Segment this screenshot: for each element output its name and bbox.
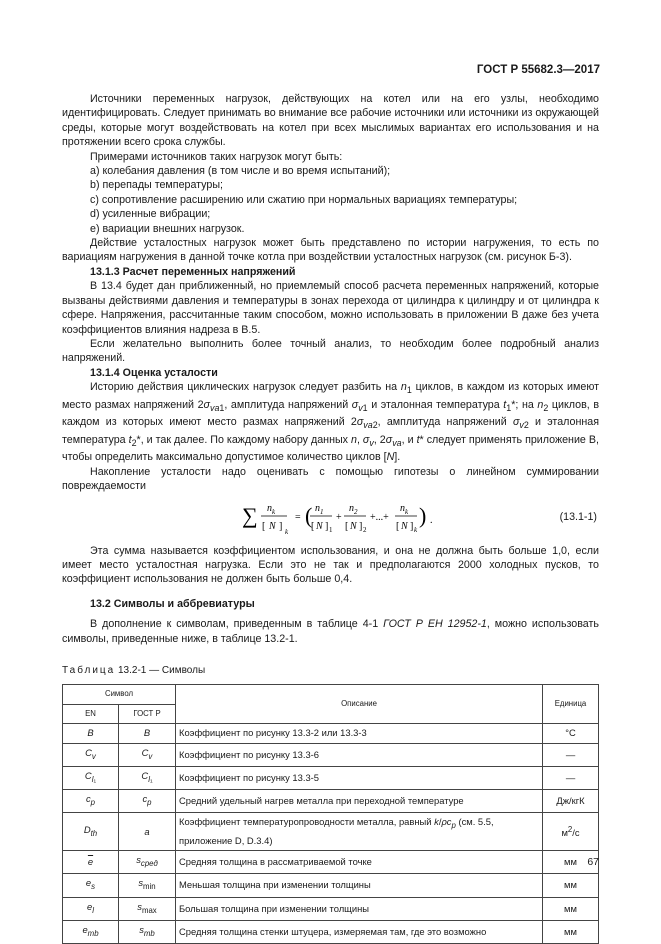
- svg-text:]: ]: [410, 520, 414, 532]
- table-row: [63, 813, 599, 851]
- symbol-gost-cell: $C_{l_1}$: [119, 766, 176, 789]
- table-caption-text: 13.2-1 — Символы: [115, 664, 206, 676]
- description-cell: Меньшая толщина при изменении толщины: [176, 874, 543, 897]
- svg-text:nk: $n_k$: [267, 502, 276, 516]
- svg-text:N: N: [350, 520, 357, 532]
- paragraph: Историю действия циклических нагрузок следует разбить на $n_1$ циклов, в каждом из которых имеют место размах напряжений $2\sigma_{va1}$, амплитуда напряжений $\sigma_{v1}$ и эталонная температура $t_1*$; на $n_2$ циклов, в каждом из которых имеют место размах напряжений $2\sigma_{va2}$, амплитуда напряжений $\sigma_{v2}$ и эталонная температура $t_2*$, и так далее. По каждому набору данных n, $\sigma_v$, $2\sigma_{va}$, и t* следует применять приложение В, чтобы определить максимально допустимое количество циклов [N].: [62, 381, 599, 464]
- unit-cell: мм: [543, 874, 599, 897]
- table-row: [63, 724, 599, 743]
- symbol-gost-cell: $s_{mb}$: [119, 920, 176, 943]
- table-body: [63, 724, 599, 944]
- table-row: [63, 790, 599, 813]
- unit-cell: —: [543, 766, 599, 789]
- svg-text:]: ]: [359, 520, 363, 532]
- table-header-symbol: Символ: [63, 685, 176, 704]
- svg-text:[: [: [311, 520, 315, 532]
- svg-text:N: N: [269, 520, 276, 532]
- svg-text:k: k: [414, 525, 418, 534]
- table-row: [63, 920, 599, 943]
- section-heading-13-1-3: 13.1.3 Расчет переменных напряжений: [90, 265, 296, 278]
- svg-text:2: 2: [363, 525, 367, 534]
- svg-text:): ): [419, 502, 427, 528]
- svg-text:.: .: [430, 514, 433, 526]
- page-number: 67: [587, 856, 599, 868]
- svg-text:+: +: [336, 511, 342, 523]
- description-cell: Коэффициент по рисунку 13.3-6: [176, 743, 543, 766]
- paragraph: В 13.4 будет дан приближенный, но приемлемый способ расчета переменных напряжений, которые вызваны действиями давления и температуры в зонах перехода от цилиндра к цилиндру и от цилиндра к сфере. Напряжения, рассчитанные таким способом, можно использовать в приложении В даже без учета коэффициентов влияния надреза в В.5.: [62, 280, 599, 336]
- svg-text:[: [: [396, 520, 400, 532]
- symbol-en-cell: $e_s$: [63, 874, 119, 897]
- description-cell: Большая толщина при изменении толщины: [176, 897, 543, 920]
- list-item: а) колебания давления (в том числе и во время испытаний);: [90, 165, 391, 178]
- table-row: [63, 874, 599, 897]
- intro-paragraph: Источники переменных нагрузок, действующих на котел или на его узлы, необходимо идентифицировать. Следует принимать во внимание все рабочие источники или источники из окружающей среды, которые могут воздействовать на котел при всех мыслимых вариантах его использования и на протяжении всего срока службы.: [62, 93, 599, 149]
- symbol-gost-cell: $c_p$: [119, 790, 176, 813]
- svg-text:1: 1: [329, 525, 333, 534]
- unit-cell: —: [543, 743, 599, 766]
- table-header-unit: Единица: [543, 685, 599, 724]
- svg-text:n2: $n_2$: [349, 502, 358, 516]
- symbol-en-cell: $e_l$: [63, 897, 119, 920]
- symbol-en-cell: $c_p$: [63, 790, 119, 813]
- symbol-en-cell: $e_{mb}$: [63, 920, 119, 943]
- symbol-gost-cell: $s_{min}$: [119, 874, 176, 897]
- description-cell: Коэффициент по рисунку 13.3-2 или 13.3-3: [176, 724, 543, 743]
- equation-13-1-1: [62, 496, 599, 540]
- list-item: e) вариации внешних нагрузок.: [90, 222, 245, 235]
- list-item: d) усиленные вибрации;: [90, 208, 211, 221]
- examples-intro: Примерами источников таких нагрузок могут быть:: [90, 150, 343, 163]
- description-cell: Средняя толщина в рассматриваемой точке: [176, 851, 543, 874]
- description-cell: Средняя толщина стенки штуцера, измеряемая там, где это возможно: [176, 920, 543, 943]
- svg-text:n1: $n_1$: [315, 502, 324, 516]
- svg-text:+...+: +...+: [370, 511, 389, 523]
- svg-text:=: =: [295, 511, 301, 523]
- symbol-en-cell: $D_{th}$: [63, 813, 119, 851]
- symbol-gost-cell: a: [119, 813, 176, 851]
- unit-cell: мм: [543, 897, 599, 920]
- svg-text:nk: $n_k$: [400, 502, 409, 516]
- list-item: c) сопротивление расширению или сжатию при нормальных вариациях температуры;: [90, 193, 518, 206]
- svg-text:[: [: [345, 520, 349, 532]
- unit-cell: мм: [543, 920, 599, 943]
- list-item: b) перепады температуры;: [90, 179, 223, 192]
- svg-text:]: ]: [279, 520, 283, 532]
- section-heading-13-2: 13.2 Символы и аббревиатуры: [90, 597, 255, 610]
- table-caption: [62, 664, 599, 678]
- unit-cell: $м^2/с$: [543, 813, 599, 851]
- table-caption-prefix: Таблица: [62, 664, 116, 676]
- symbol-gost-cell: $C_v$: [119, 743, 176, 766]
- symbols-table: [62, 684, 599, 944]
- table-header-gost: ГОСТ Р: [119, 704, 176, 723]
- svg-text:N: N: [401, 520, 408, 532]
- paragraph: Действие усталостных нагрузок может быть представлено по истории нагружения, то есть по вариациям нагружения в данной точке котла при воздействии усталостных нагрузок (см. рисунок Б-3).: [62, 237, 599, 264]
- document-header: ГОСТ Р 55682.3—2017: [476, 64, 600, 76]
- svg-text:[: [: [262, 520, 266, 532]
- description-cell: Коэффициент по рисунку 13.3-5: [176, 766, 543, 789]
- unit-cell: Дж/кгК: [543, 790, 599, 813]
- table-row: [63, 766, 599, 789]
- formula-graphic: [242, 496, 442, 540]
- table-header-description: Описание: [176, 685, 543, 724]
- svg-text:k: k: [285, 527, 289, 536]
- table-row: [63, 851, 599, 874]
- paragraph: Если желательно выполнить более точный анализ, то необходим более подробный анализ напряжений.: [62, 337, 599, 365]
- svg-text:]: ]: [325, 520, 329, 532]
- symbol-gost-cell: $s_{сред}$: [119, 851, 176, 874]
- symbol-en-cell: $C_v$: [63, 743, 119, 766]
- description-cell: Коэффициент температуропроводности металла, равный $k/\rho c_p$ (см. 5.5, приложение D, D.3.4): [176, 813, 543, 851]
- paragraph: Накопление усталости надо оценивать с помощью гипотезы о линейном суммировании повреждаемости: [62, 465, 599, 493]
- svg-text:(: (: [305, 502, 313, 528]
- svg-text:N: N: [316, 520, 323, 532]
- symbol-en-cell: B: [63, 724, 119, 743]
- symbol-gost-cell: $s_{max}$: [119, 897, 176, 920]
- table-row: [63, 743, 599, 766]
- symbol-gost-cell: B: [119, 724, 176, 743]
- unit-cell: мм: [543, 851, 599, 874]
- unit-cell: °C: [543, 724, 599, 743]
- page-content: [62, 92, 599, 944]
- svg-text:∑: ∑: [242, 502, 258, 528]
- paragraph: В дополнение к символам, приведенным в таблице 4-1 ГОСТ Р ЕН 12952-1, можно использовать символы, приведенные ниже, в таблице 13.2-1.: [62, 618, 599, 645]
- table-row: [63, 897, 599, 920]
- section-heading-13-1-4: 13.1.4 Оценка усталости: [90, 366, 218, 379]
- symbol-en-cell: $C_{l_1}$: [63, 766, 119, 789]
- paragraph: Эта сумма называется коэффициентом использования, и она не должна быть больше 1,0, если имеет место усталостная нагрузка. Если это не так и предполагаются 2000 холодных пусков, то коэффициент использования не должен быть больше 0,4.: [62, 544, 599, 586]
- symbol-en-cell: $\overline{e}$: [63, 851, 119, 874]
- description-cell: Средний удельный нагрев металла при переходной температуре: [176, 790, 543, 813]
- table-header-en: EN: [63, 704, 119, 723]
- equation-number: (13.1-1): [559, 510, 597, 523]
